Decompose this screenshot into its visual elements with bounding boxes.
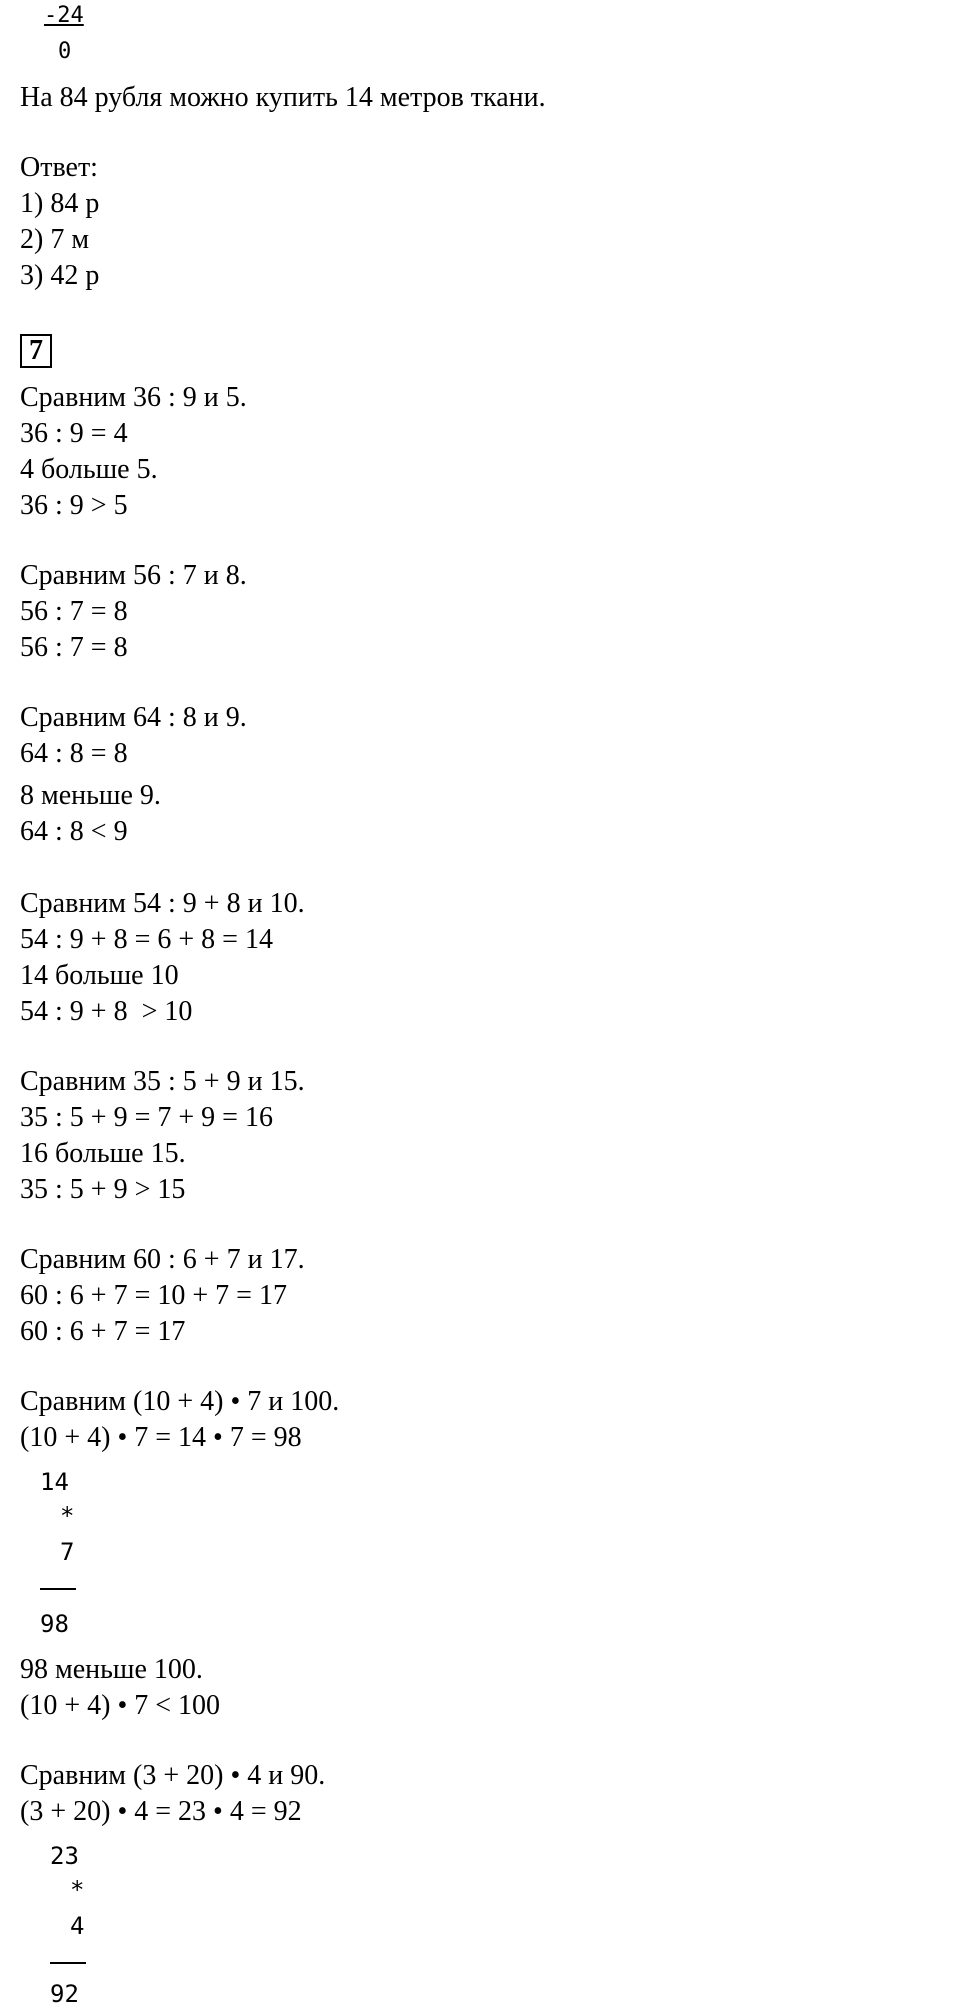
column-rule xyxy=(40,1588,76,1590)
comparison-line: 35 : 5 + 9 > 15 xyxy=(20,1174,186,1205)
column-multiplicand: 23 xyxy=(50,1842,79,1870)
comparison-line: (10 + 4) • 7 < 100 xyxy=(20,1690,221,1721)
comparison-line: 60 : 6 + 7 = 10 + 7 = 17 xyxy=(20,1280,287,1311)
comparison-line: Сравним 60 : 6 + 7 и 17. xyxy=(20,1244,305,1275)
answer-label: Ответ: xyxy=(20,152,98,183)
comparison-line: 98 меньше 100. xyxy=(20,1654,203,1685)
comparison-line: Сравним 64 : 8 и 9. xyxy=(20,702,247,733)
comparison-line: Сравним 54 : 9 + 8 и 10. xyxy=(20,888,305,919)
column-rule xyxy=(50,1962,86,1964)
comparison-line: 36 : 9 > 5 xyxy=(20,490,128,521)
comparison-line: 56 : 7 = 8 xyxy=(20,596,128,627)
answer-item: 3) 42 р xyxy=(20,260,100,291)
column-operator: * xyxy=(60,1502,75,1530)
comparison-line: (3 + 20) • 4 = 23 • 4 = 92 xyxy=(20,1796,302,1827)
comparison-line: 56 : 7 = 8 xyxy=(20,632,128,663)
comparison-line: Сравним (10 + 4) • 7 и 100. xyxy=(20,1386,340,1417)
column-multiplier: 4 xyxy=(70,1912,85,1940)
column-result: 92 xyxy=(50,1980,79,2008)
comparison-line: 64 : 8 < 9 xyxy=(20,816,128,847)
comparison-line: 8 меньше 9. xyxy=(20,780,161,811)
comparison-line: 54 : 9 + 8 = 6 + 8 = 14 xyxy=(20,924,273,955)
column-multiplicand: 14 xyxy=(40,1468,69,1496)
comparison-line: 35 : 5 + 9 = 7 + 9 = 16 xyxy=(20,1102,273,1133)
task-number-box: 7 xyxy=(20,334,52,368)
column-top-minuend: -24 xyxy=(44,3,84,28)
comparison-line: 64 : 8 = 8 xyxy=(20,738,128,769)
comparison-line: Сравним 56 : 7 и 8. xyxy=(20,560,247,591)
conclusion-text: На 84 рубля можно купить 14 метров ткани. xyxy=(20,82,546,113)
comparison-line: (10 + 4) • 7 = 14 • 7 = 98 xyxy=(20,1422,302,1453)
comparison-line: 60 : 6 + 7 = 17 xyxy=(20,1316,186,1347)
answer-item: 1) 84 р xyxy=(20,188,100,219)
column-multiplier: 7 xyxy=(60,1538,75,1566)
comparison-line: Сравним 35 : 5 + 9 и 15. xyxy=(20,1066,305,1097)
comparison-line: 54 : 9 + 8 > 10 xyxy=(20,996,193,1027)
answer-item: 2) 7 м xyxy=(20,224,90,255)
comparison-line: 4 больше 5. xyxy=(20,454,158,485)
comparison-line: 14 больше 10 xyxy=(20,960,179,991)
comparison-line: 16 больше 15. xyxy=(20,1138,186,1169)
comparison-line: 36 : 9 = 4 xyxy=(20,418,128,449)
column-top-result: 0 xyxy=(58,39,72,64)
comparison-line: Сравним (3 + 20) • 4 и 90. xyxy=(20,1760,326,1791)
column-operator: * xyxy=(70,1876,85,1904)
column-result: 98 xyxy=(40,1610,69,1638)
comparison-line: Сравним 36 : 9 и 5. xyxy=(20,382,247,413)
